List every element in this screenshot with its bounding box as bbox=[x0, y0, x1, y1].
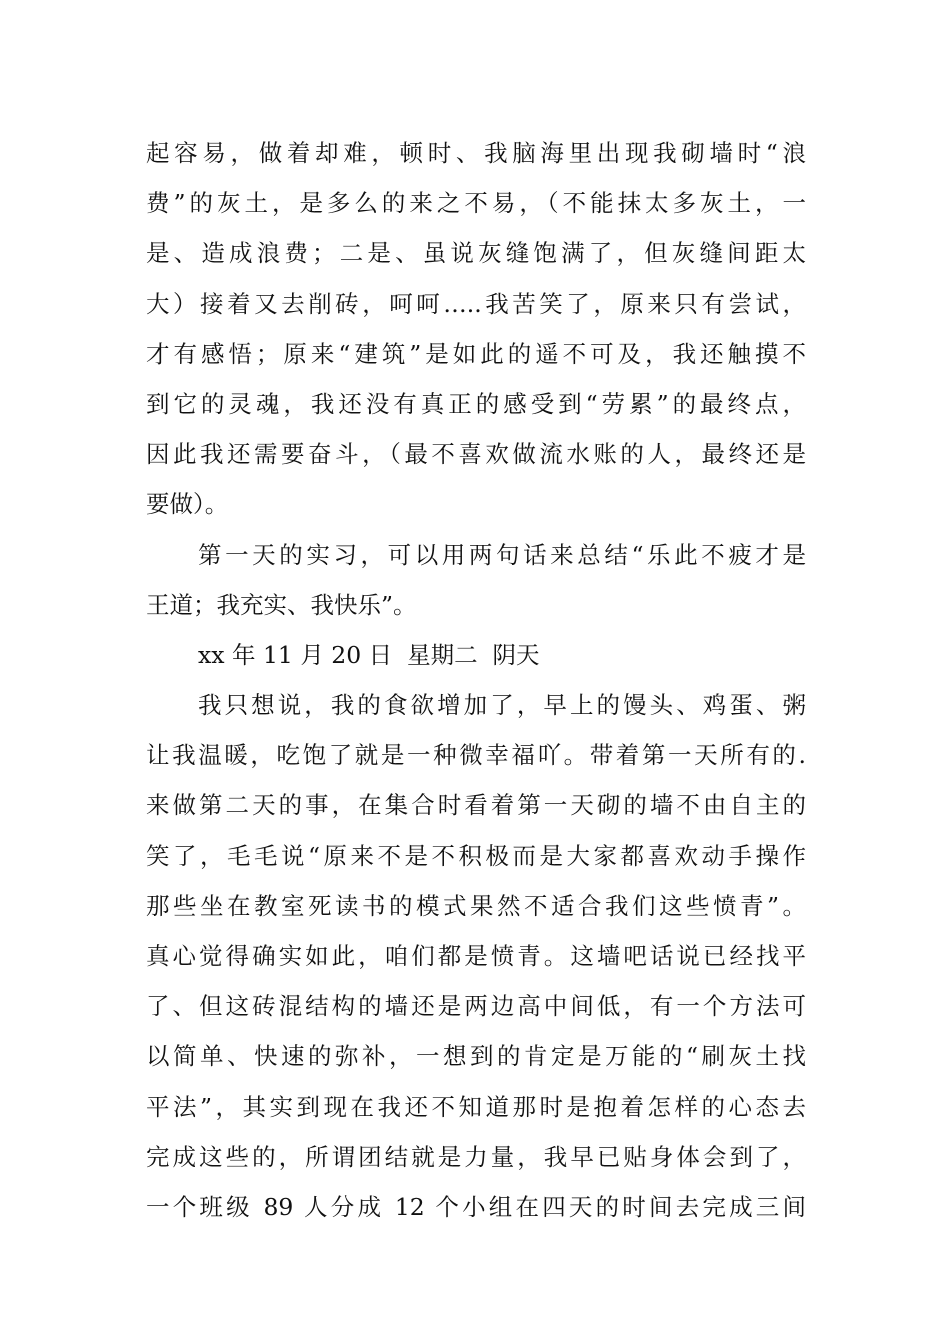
text-line: 平法”，其实到现在我还不知道那时是抱着怎样的心态去 bbox=[146, 1092, 806, 1121]
text-line: 第一天的实习，可以用两句话来总结“乐此不疲才是 bbox=[198, 540, 806, 569]
text-line: 到它的灵魂，我还没有真正的感受到“劳累”的最终点， bbox=[146, 389, 806, 418]
text-line: 大）接着又去削砖，呵呵…..我苦笑了，原来只有尝试， bbox=[146, 289, 806, 318]
text-line: 真心觉得确实如此，咱们都是愤青。这墙吧话说已经找平 bbox=[146, 942, 806, 970]
text-line: 一个班级 89 人分成 12 个小组在四天的时间去完成三间 bbox=[146, 1192, 806, 1221]
date-heading: xx 年 11 月 20 日 星期二 阴天 bbox=[198, 640, 540, 669]
text-line: 是、造成浪费；二是、虽说灰缝饱满了，但灰缝间距太 bbox=[146, 239, 806, 268]
text-line: 以简单、快速的弥补，一想到的肯定是万能的“刷灰土找 bbox=[146, 1042, 806, 1071]
text-line: 那些坐在教室死读书的模式果然不适合我们这些愤青”。 bbox=[146, 891, 806, 920]
text-line: 因此我还需要奋斗，（最不喜欢做流水账的人，最终还是 bbox=[146, 440, 806, 469]
text-line: 笑了，毛毛说“原来不是不积极而是大家都喜欢动手操作 bbox=[146, 841, 806, 870]
text-line: 才有感悟；原来“建筑”是如此的遥不可及，我还触摸不 bbox=[146, 339, 806, 368]
text-line: 来做第二天的事，在集合时看着第一天砌的墙不由自主的 bbox=[146, 791, 806, 820]
text-line: 费”的灰土，是多么的来之不易，（不能抹太多灰土，一 bbox=[146, 189, 806, 218]
text-line: 了、但这砖混结构的墙还是两边高中间低，有一个方法可 bbox=[146, 992, 806, 1021]
text-line: 王道；我充实、我快乐”。 bbox=[146, 590, 417, 619]
text-line: 完成这些的，所谓团结就是力量，我早已贴身体会到了， bbox=[146, 1142, 806, 1171]
body-text bbox=[146, 128, 806, 1232]
text-line: 要做）。 bbox=[146, 490, 229, 519]
text-line: 我只想说，我的食欲增加了，早上的馒头、鸡蛋、粥 bbox=[198, 691, 806, 720]
text-line: 让我温暖，吃饱了就是一种微幸福吖。带着第一天所有的. bbox=[146, 741, 806, 770]
text-line: 起容易，做着却难，顿时、我脑海里出现我砌墙时“浪 bbox=[146, 139, 806, 167]
